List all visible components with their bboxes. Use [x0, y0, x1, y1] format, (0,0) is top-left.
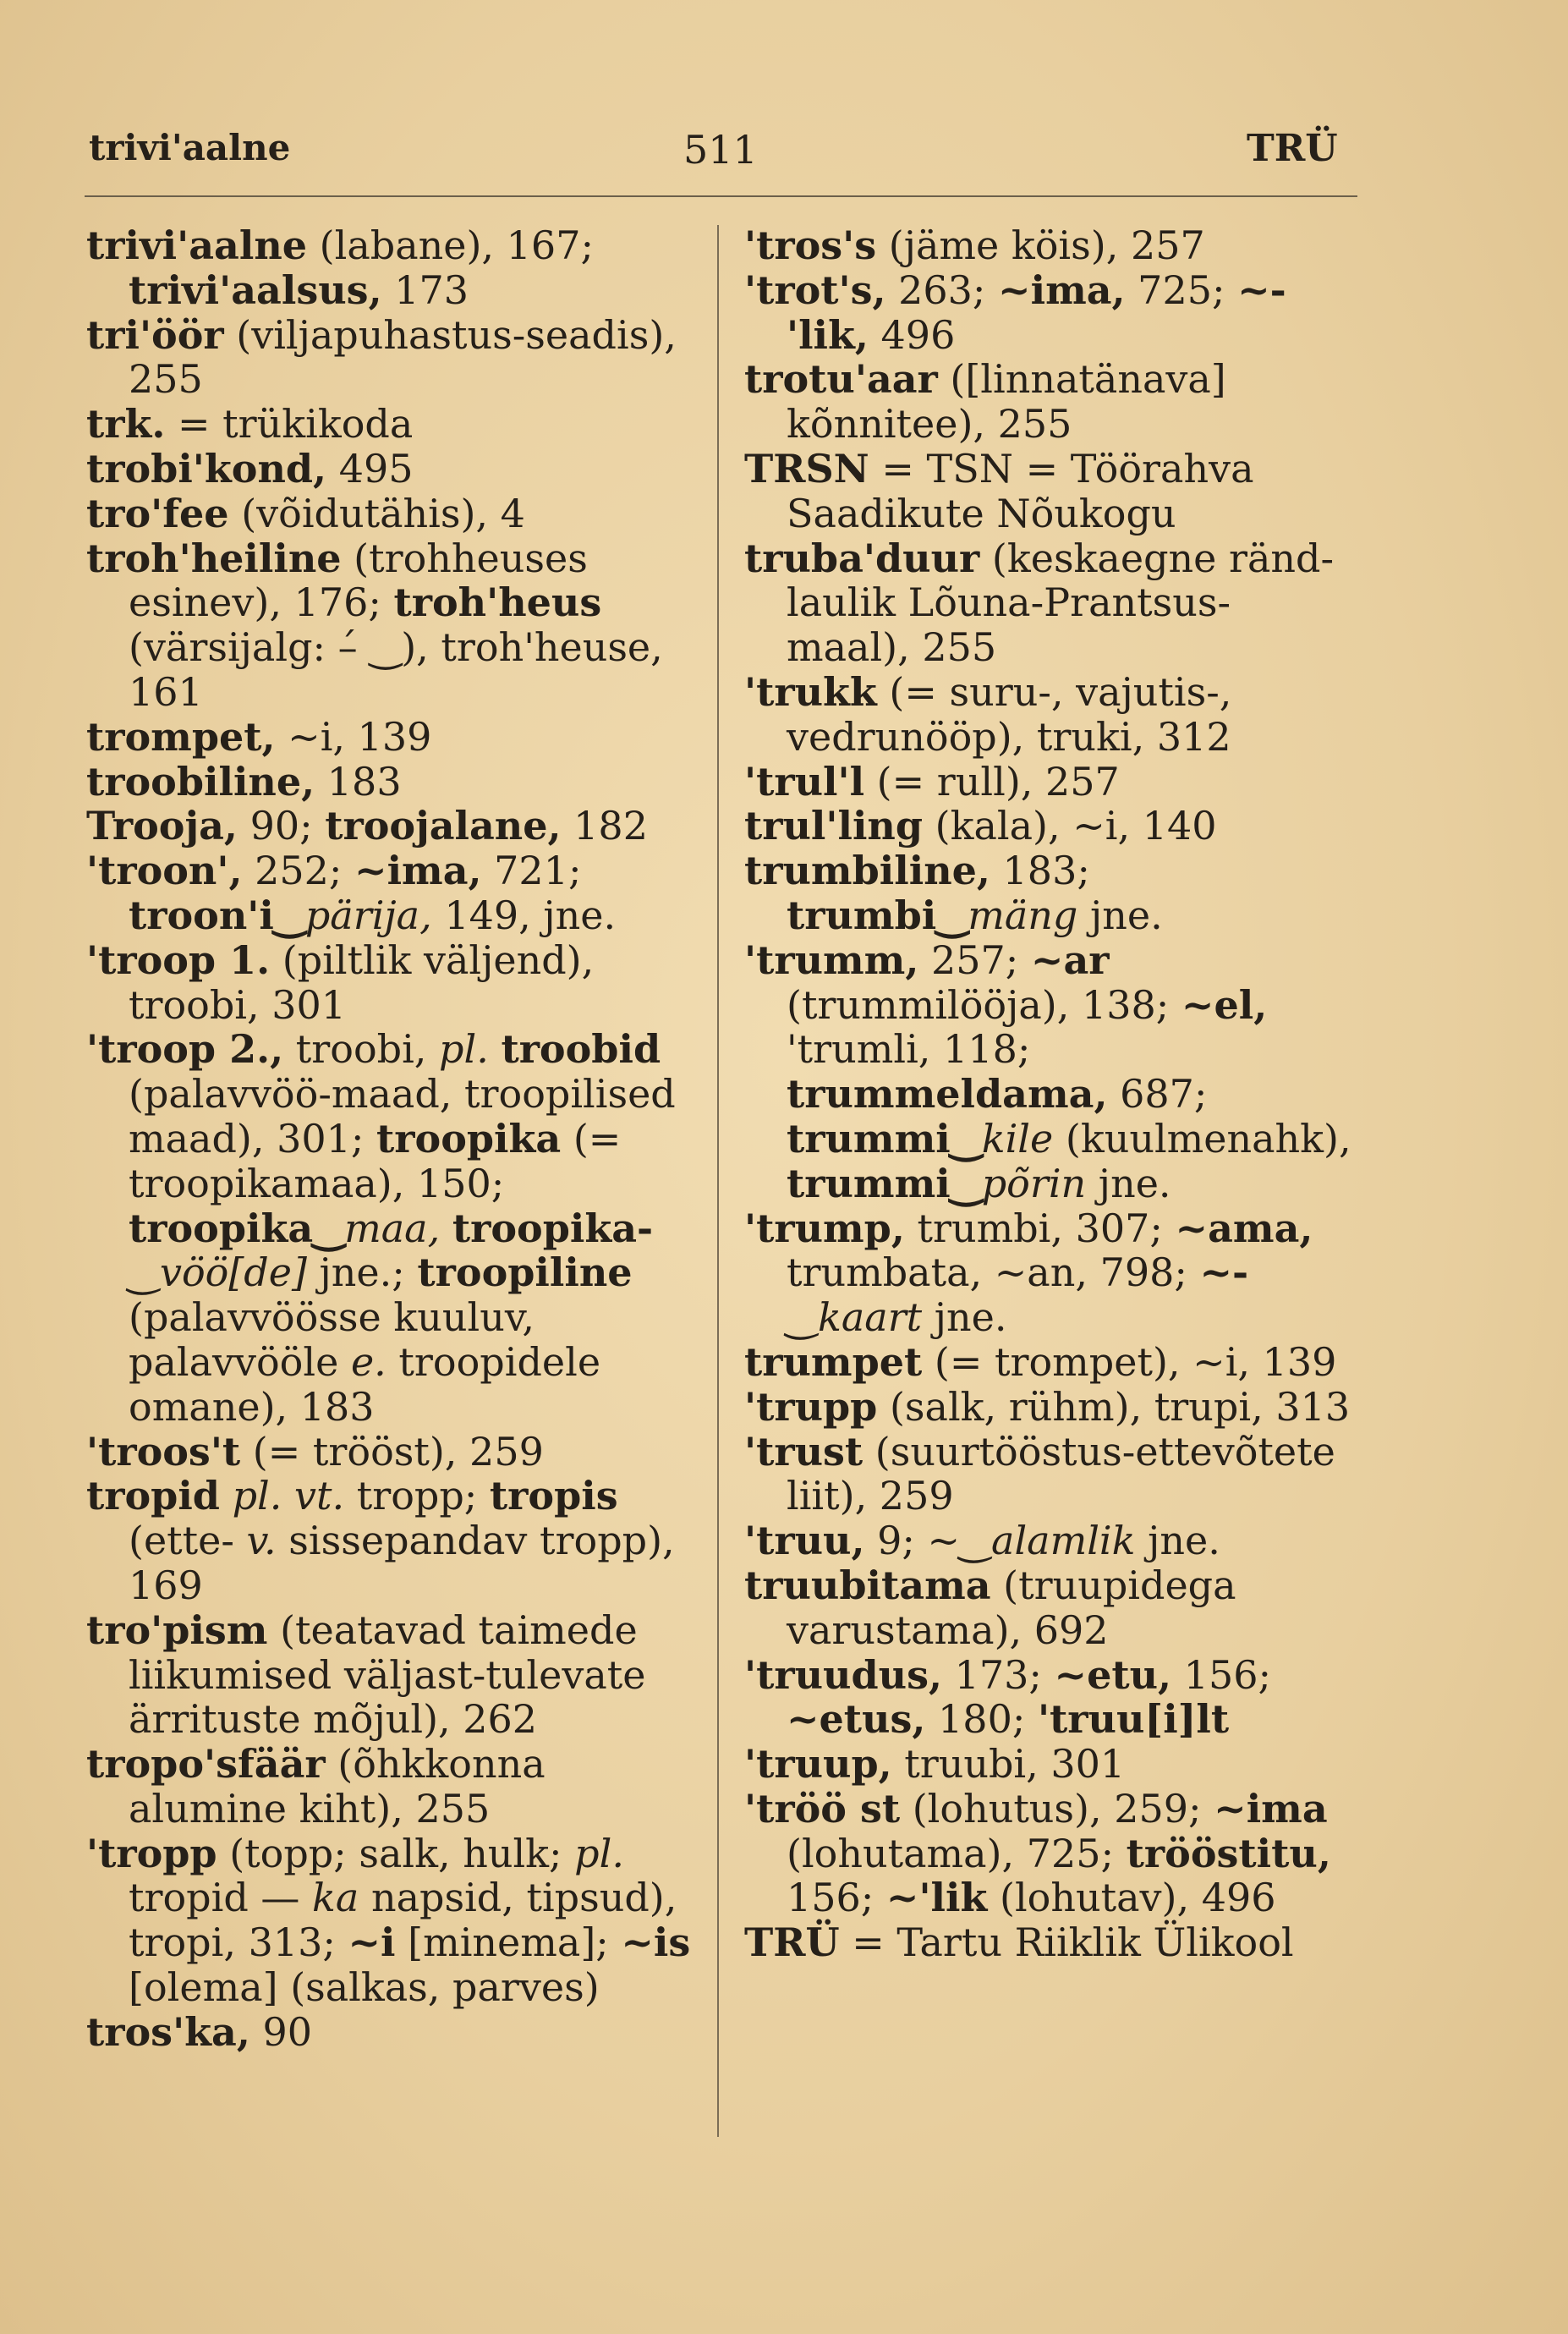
entry-headword: ~-'lik,	[787, 266, 1286, 358]
entry-text: 257;	[918, 936, 1031, 983]
entry-text: 496	[868, 311, 956, 358]
dictionary-entry	[744, 1340, 1353, 1385]
dictionary-entry	[86, 1027, 695, 1429]
dictionary-entry	[744, 1385, 1353, 1430]
entry-text: (jäme köis), 257	[876, 222, 1205, 268]
entry-headword: ~'lik	[885, 1875, 988, 1921]
entry-headword: troopika	[376, 1115, 562, 1162]
entry-text: (salk, rühm), trupi, 313	[877, 1383, 1351, 1430]
entry-text: 173;	[941, 1651, 1055, 1698]
entry-text: (võidutähis), 4	[228, 490, 525, 536]
entry-headword: 'trot's,	[744, 266, 886, 313]
entry-headword: tro'fee	[86, 490, 229, 536]
entry-headword: TRÜ	[744, 1919, 840, 1966]
entry-headword: trummi‿	[787, 1160, 982, 1206]
entry-headword: 'trump,	[744, 1205, 905, 1251]
entry-italic-text: kile	[981, 1115, 1054, 1162]
dictionary-entry	[86, 2010, 695, 2055]
entry-headword: troopiline	[417, 1249, 633, 1296]
entry-headword: 'tros's	[744, 222, 877, 268]
entry-text	[489, 1026, 502, 1072]
entry-text: (piltlik väljend), troobi, 301	[129, 936, 595, 1028]
dictionary-entry	[744, 1787, 1353, 1920]
entry-text: (kala), ~i, 140	[923, 803, 1217, 849]
entry-headword: 'troos't	[86, 1428, 241, 1475]
entry-headword: trivi'aalne	[86, 222, 308, 268]
entry-text: 263;	[885, 266, 999, 313]
dictionary-entry	[86, 760, 695, 805]
entry-headword: trivi'aalsus,	[129, 266, 382, 313]
entry-text: (= rull), 257	[864, 758, 1120, 805]
entry-headword: tri'öör	[86, 311, 224, 358]
entry-headword: troojalane,	[325, 803, 562, 849]
entry-text: trumbata, ~an, 798;	[787, 1249, 1200, 1296]
dictionary-entry	[744, 760, 1353, 805]
entry-headword: trummi‿	[787, 1115, 982, 1162]
entry-text: 252;	[242, 848, 355, 894]
dictionary-entry	[744, 536, 1353, 670]
entry-text: sissepandav tropp), 169	[129, 1518, 675, 1608]
entry-headword: ~i	[348, 1919, 396, 1966]
entry-headword: trotu'aar	[744, 356, 938, 403]
entry-text: 725;	[1125, 266, 1238, 313]
entry-headword: trul'ling	[744, 803, 924, 849]
entry-text: 90;	[237, 803, 326, 849]
entry-headword: trompet,	[86, 713, 276, 760]
entry-text: [olema] (salkas, parves)	[129, 1964, 600, 2011]
dictionary-entry	[86, 1474, 695, 1607]
entry-headword: troh'heiline	[86, 535, 342, 581]
entry-headword: trk.	[86, 401, 166, 448]
entry-headword: 'truu[i]lt	[1037, 1696, 1230, 1743]
entry-headword: trumbi‿	[787, 892, 968, 938]
entry-headword: ~el,	[1181, 981, 1268, 1028]
entry-italic-text: mäng	[968, 892, 1078, 938]
entry-text: 156;	[787, 1875, 886, 1921]
dictionary-entry	[86, 1430, 695, 1475]
entry-headword: 'trukk	[744, 668, 877, 715]
dictionary-entry	[86, 1832, 695, 2010]
entry-headword: ~ima,	[354, 848, 482, 894]
entry-italic-text: põrin	[981, 1160, 1087, 1206]
right-column	[744, 223, 1353, 1965]
entry-text: 9; ~	[864, 1518, 961, 1564]
page-number: 511	[683, 127, 758, 173]
dictionary-entry	[86, 715, 695, 760]
entry-text: (kuulmenahk),	[1053, 1115, 1351, 1162]
entry-headword: troopika-	[452, 1205, 654, 1251]
entry-text: truubi, 301	[891, 1741, 1126, 1788]
entry-text: 180;	[925, 1696, 1038, 1743]
entry-headword: truba'duur	[744, 535, 980, 581]
entry-headword: 'troon',	[86, 848, 243, 894]
entry-text: (värsijalg: –́ ‿), troh'heuse, 161	[129, 624, 663, 715]
entry-text: (lohutus), 259;	[900, 1785, 1214, 1832]
dictionary-entry	[86, 938, 695, 1028]
entry-text: 149, jne.	[431, 892, 617, 938]
entry-text: (lohutav), 496	[987, 1875, 1276, 1921]
entry-headword: tropis	[489, 1473, 618, 1519]
entry-text: ~i, 139	[275, 713, 432, 760]
header-right-word: TRÜ	[1247, 127, 1338, 170]
entry-text: jne.	[1077, 892, 1163, 938]
entry-text: (= suru-, vajutis-, vedrunööp), truki, 312	[787, 668, 1232, 760]
entry-text: ([linnatänava] kõnnitee), 255	[787, 356, 1226, 448]
entry-headword: Trooja,	[86, 803, 238, 849]
dictionary-entry	[86, 223, 695, 313]
entry-text	[220, 1473, 233, 1518]
entry-headword: ~ima	[1214, 1785, 1328, 1832]
entry-headword: ~ima,	[998, 266, 1126, 313]
entry-text: (truupidega varustama), 692	[787, 1562, 1236, 1653]
entry-italic-text: ‿vöö[de]	[129, 1249, 307, 1296]
entry-italic-text: ‿alamlik	[960, 1518, 1136, 1564]
entry-headword: troon'i‿	[129, 892, 305, 938]
header-left-word: trivi'aalne	[89, 127, 291, 168]
entry-text: (suurtööstus-ettevõtete liit), 259	[787, 1428, 1335, 1519]
dictionary-entry	[86, 1742, 695, 1832]
entry-headword: tros'ka,	[86, 2008, 250, 2055]
entry-italic-text: pl.	[574, 1830, 624, 1876]
column-divider	[717, 225, 719, 2137]
entry-text: (= troopikamaa), 150;	[129, 1115, 622, 1206]
entry-text: napsid, tipsud), tropi, 313;	[129, 1875, 677, 1966]
entry-text: = trükikoda	[165, 401, 414, 448]
dictionary-entry	[86, 848, 695, 938]
header-rule	[85, 195, 1357, 197]
entry-text: 183;	[990, 848, 1090, 894]
entry-italic-text: ‿kaart	[787, 1294, 923, 1341]
entry-headword: troh'heus	[393, 579, 602, 626]
dictionary-entry	[86, 313, 695, 403]
entry-text: (topp; salk, hulk;	[217, 1830, 575, 1876]
dictionary-entry	[86, 1608, 695, 1742]
entry-text: = TSN = Töörahva Saadikute Nõukogu	[787, 445, 1254, 536]
entry-text: 173	[381, 266, 469, 313]
entry-italic-text: maa,	[344, 1205, 441, 1251]
entry-headword: ~ar	[1030, 936, 1110, 983]
dictionary-entry	[744, 670, 1353, 760]
entry-headword: 'trust	[744, 1428, 863, 1475]
entry-headword: 'trul'l	[744, 758, 865, 805]
entry-headword: 'tropp	[86, 1830, 217, 1876]
entry-headword: tropid	[86, 1473, 220, 1519]
dictionary-entry	[86, 447, 695, 492]
entry-text: tropp;	[344, 1473, 490, 1519]
entry-text: (teatavad taimede liikumised väljast-tulevate ärrituste mõjul), 262	[129, 1606, 646, 1743]
entry-text: 183	[315, 758, 402, 805]
entry-headword: 'truup,	[744, 1741, 892, 1788]
entry-italic-text: e.	[350, 1338, 387, 1385]
entry-headword: 'trupp	[744, 1383, 878, 1430]
dictionary-entry	[744, 1430, 1353, 1519]
entry-headword: trumpet	[744, 1338, 923, 1385]
entry-text: (trohheuses esinev), 176;	[129, 535, 588, 626]
entry-headword: ~-	[1199, 1249, 1249, 1296]
entry-headword: 'truudus,	[744, 1651, 942, 1698]
entry-text: (palavvöösse kuuluv, palavvööle	[129, 1294, 535, 1385]
entry-text: 'trumli, 118;	[787, 1026, 1031, 1073]
entry-headword: troobiline,	[86, 758, 315, 805]
entry-headword: trööstitu,	[1126, 1830, 1331, 1876]
entry-text: 156;	[1171, 1651, 1271, 1698]
entry-italic-text: ka	[312, 1875, 359, 1921]
entry-text: (trummilööja), 138;	[787, 981, 1181, 1028]
dictionary-entry	[744, 1563, 1353, 1653]
dictionary-entry	[744, 447, 1353, 536]
entry-text: troobi,	[283, 1026, 440, 1073]
entry-text: (= trööst), 259	[240, 1428, 544, 1475]
entry-italic-text: pl. vt.	[232, 1473, 345, 1519]
entry-italic-text: pl.	[439, 1026, 489, 1073]
entry-headword: 'trumm,	[744, 936, 919, 983]
entry-headword: tro'pism	[86, 1606, 268, 1653]
entry-text: troopidele omane), 183	[129, 1338, 601, 1430]
dictionary-entry	[744, 804, 1353, 848]
entry-headword: 'troop 1.	[86, 936, 271, 983]
dictionary-entry	[744, 938, 1353, 1206]
entry-text: = Tartu Riiklik Ülikool	[839, 1919, 1294, 1966]
entry-italic-text: v.	[246, 1518, 277, 1564]
entry-text: (palavvöö-maad, troopilised maad), 301;	[129, 1071, 676, 1162]
entry-text: (lohutama), 725;	[787, 1830, 1127, 1876]
entry-headword: troobid	[501, 1026, 661, 1073]
entry-text: jne.	[1135, 1518, 1220, 1564]
entry-text: (labane), 167;	[307, 222, 594, 268]
entry-text: (õhkkonna alumine kiht), 255	[129, 1741, 546, 1832]
entry-text: trumbi, 307;	[904, 1205, 1176, 1251]
entry-text: jne.;	[306, 1249, 418, 1296]
dictionary-entry	[744, 268, 1353, 358]
dictionary-entry	[744, 848, 1353, 938]
entry-headword: trumbiline,	[744, 848, 990, 894]
dictionary-entry	[86, 804, 695, 848]
entry-headword: 'truu,	[744, 1518, 865, 1564]
dictionary-entry	[86, 536, 695, 715]
entry-text: 495	[326, 445, 414, 492]
entry-text: (ette-	[129, 1518, 247, 1564]
entry-text: (viljapuhastus-seadis), 255	[129, 311, 677, 403]
entry-headword: ~etu,	[1054, 1651, 1172, 1698]
entry-headword: 'troop 2.,	[86, 1026, 284, 1073]
entry-headword: ~etus,	[787, 1696, 926, 1743]
entry-headword: ~is	[621, 1919, 691, 1966]
dictionary-entry	[744, 1653, 1353, 1743]
entry-headword: tropo'sfäär	[86, 1741, 326, 1788]
entry-text: jne.	[1086, 1160, 1171, 1206]
entry-headword: ~ama,	[1175, 1205, 1313, 1251]
dictionary-entry	[86, 492, 695, 536]
dictionary-entry	[86, 402, 695, 447]
entry-text: (keskaegne ränd-laulik Lõuna-Prantsus-maal), 255	[787, 535, 1335, 671]
dictionary-entry	[744, 357, 1353, 447]
entry-text: (= trompet), ~i, 139	[922, 1338, 1337, 1385]
entry-italic-text: pärija,	[304, 892, 432, 938]
entry-text: [minema];	[395, 1919, 622, 1966]
entry-headword: TRSN	[744, 445, 869, 492]
entry-headword: truubitama	[744, 1562, 991, 1608]
entry-text: 182	[561, 803, 648, 849]
entry-text: 90	[249, 2008, 312, 2055]
dictionary-entry	[744, 223, 1353, 268]
entry-headword: trummeldama,	[787, 1071, 1108, 1118]
left-column	[86, 223, 695, 2055]
entry-text	[440, 1205, 452, 1251]
dictionary-entry	[744, 1742, 1353, 1787]
entry-headword: troopika‿	[129, 1205, 345, 1251]
dictionary-entry	[744, 1206, 1353, 1340]
entry-headword: 'tröö st	[744, 1785, 901, 1832]
entry-text: 687;	[1107, 1071, 1208, 1118]
entry-text: tropid —	[129, 1875, 313, 1921]
entry-headword: trobi'kond,	[86, 445, 327, 492]
dictionary-entry	[744, 1920, 1353, 1965]
dictionary-entry	[744, 1518, 1353, 1563]
entry-text: 721;	[481, 848, 582, 894]
entry-text: jne.	[922, 1294, 1007, 1341]
